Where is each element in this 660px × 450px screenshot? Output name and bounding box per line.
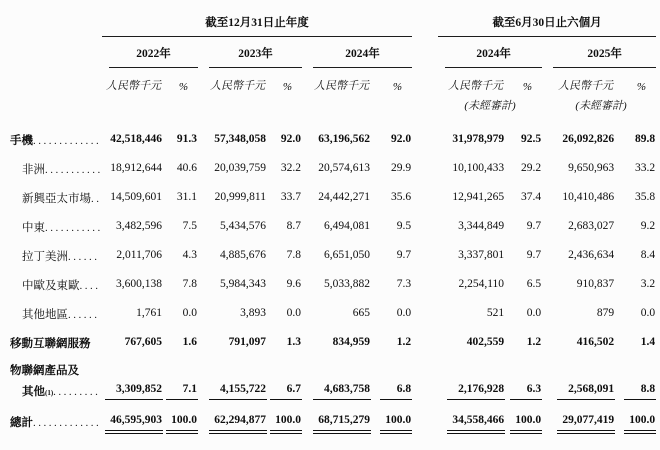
percent-cell: 7.5: [182, 220, 197, 232]
interim-period-title: 截至6月30日止六個月: [438, 12, 656, 37]
amount-cell: 3,482,596: [116, 220, 162, 232]
percent-cell: 6.7: [268, 352, 304, 400]
amount-cell: 3,893: [240, 307, 266, 319]
amount-cell: 24,442,271: [318, 191, 370, 203]
row-label: 中歐及東歐 .....: [2, 265, 100, 294]
percent-cell: 6.3: [506, 352, 544, 400]
percent-cell: 9.7: [526, 249, 542, 261]
percent-cell: 4.3: [182, 249, 197, 261]
amount-cell: 767,605: [124, 336, 162, 348]
year-header-2024: 2024年: [304, 37, 414, 68]
dot-leader: [53, 385, 100, 400]
amount-cell: 5,434,576: [220, 220, 266, 232]
unit-label: 人民幣千元: [210, 80, 265, 92]
amount-cell: 26,092,826: [562, 133, 615, 145]
percent-cell: 1.2: [526, 336, 542, 348]
amount-cell: 62,294,877: [200, 400, 268, 431]
percent-label: %: [178, 81, 188, 93]
percent-cell: 0.0: [182, 307, 197, 319]
percent-cell: 8.7: [286, 220, 301, 232]
amount-cell: 2,683,027: [568, 220, 615, 232]
amount-cell: 416,502: [576, 336, 615, 348]
percent-cell: 37.4: [520, 191, 542, 203]
percent-cell: 92.0: [390, 133, 412, 145]
unaudited-note: (未經審計): [464, 100, 516, 112]
revenue-breakdown-table: [2, 12, 658, 431]
percent-label: %: [282, 81, 292, 93]
row-label: 其他地區 .....: [2, 294, 100, 323]
percent-cell: 100.0: [616, 400, 658, 431]
label-column-spacer: [2, 68, 100, 93]
percent-cell: 32.2: [280, 162, 301, 174]
section-gap: [414, 236, 436, 265]
table-row: [2, 400, 658, 431]
table-row: [2, 149, 658, 178]
dot-leader: [68, 250, 100, 265]
section-gap: [414, 178, 436, 207]
percent-cell: 100.0: [268, 400, 304, 431]
percent-label: %: [636, 81, 647, 93]
percent-cell: 6.8: [372, 352, 414, 400]
interim-period-header: [436, 12, 658, 37]
row-label: 手機 .....: [2, 113, 100, 149]
table-body: [2, 113, 658, 431]
table-row: [2, 178, 658, 207]
amount-cell: 4,683,758: [304, 352, 372, 400]
percent-cell: 7.3: [396, 278, 412, 290]
percent-label: %: [392, 81, 403, 93]
percent-cell: 7.8: [286, 249, 301, 261]
row-label: 移動互聯網服務: [10, 338, 91, 350]
amount-cell: 20,039,759: [214, 162, 266, 174]
amount-cell: 4,155,722: [200, 352, 268, 400]
percent-cell: 3.2: [640, 278, 656, 290]
table-row: [2, 265, 658, 294]
percent-cell: 31.1: [176, 191, 197, 203]
percent-cell: 0.0: [286, 307, 301, 319]
amount-cell: 18,912,644: [110, 162, 162, 174]
annual-period-header: [100, 12, 414, 37]
percent-cell: 8.4: [640, 249, 656, 261]
unit-label: 人民幣千元: [448, 80, 504, 92]
row-label: 物聯網產品及 其他 (1) .....: [2, 352, 100, 400]
dot-leader: [45, 163, 100, 178]
percent-cell: 33.2: [634, 162, 656, 174]
amount-cell: 3,337,801: [458, 249, 505, 261]
percent-cell: 0.0: [526, 307, 542, 319]
percent-cell: 1.3: [286, 336, 301, 348]
amount-cell: 3,600,138: [116, 278, 162, 290]
amount-cell: 9,650,963: [568, 162, 615, 174]
percent-cell: 1.4: [640, 336, 656, 348]
amount-cell: 2,176,928: [436, 352, 506, 400]
amount-cell: 10,410,486: [562, 191, 615, 203]
percent-cell: 0.0: [640, 307, 656, 319]
unaudited-note-row: [2, 93, 658, 113]
dot-leader: [91, 192, 100, 207]
year-header-2025-interim: 2025年: [544, 37, 658, 68]
section-gap: [414, 68, 436, 93]
amount-cell: 20,999,811: [214, 191, 266, 203]
section-gap: [414, 113, 436, 149]
dot-leader: [68, 308, 100, 323]
amount-cell: 68,715,279: [304, 400, 372, 431]
dot-leader: [33, 416, 100, 431]
amount-cell: 2,436,634: [568, 249, 615, 261]
amount-cell: 6,494,081: [324, 220, 370, 232]
percent-cell: 9.7: [396, 249, 412, 261]
amount-cell: 879: [596, 307, 615, 319]
row-label: 中東 .....: [2, 207, 100, 236]
percent-label: %: [522, 81, 533, 93]
percent-cell: 6.5: [526, 278, 542, 290]
amount-cell: 5,984,343: [220, 278, 266, 290]
percent-cell: 9.7: [526, 220, 542, 232]
section-gap: [414, 93, 436, 113]
percent-cell: 100.0: [164, 400, 200, 431]
amount-cell: 29,077,419: [544, 400, 616, 431]
table-row: [2, 207, 658, 236]
row-label: 新興亞太市場 .....: [2, 178, 100, 207]
percent-cell: 1.2: [396, 336, 412, 348]
amount-cell: 2,011,706: [116, 249, 162, 261]
amount-cell: 20,574,613: [318, 162, 370, 174]
percent-cell: 1.6: [182, 336, 197, 348]
amount-cell: 910,837: [576, 278, 615, 290]
percent-cell: 9.5: [396, 220, 412, 232]
unit-label: 人民幣千元: [558, 80, 614, 92]
percent-cell: 9.2: [640, 220, 656, 232]
row-label: 非洲 .....: [2, 149, 100, 178]
period-header-row: [2, 12, 658, 37]
section-gap: [414, 294, 436, 323]
amount-cell: 57,348,058: [214, 133, 266, 145]
unit-header-row: [2, 68, 658, 93]
percent-cell: 33.7: [280, 191, 301, 203]
amount-cell: 6,651,050: [324, 249, 370, 261]
table-row: [2, 113, 658, 149]
amount-cell: 3,309,852: [100, 352, 164, 400]
financial-table-page: [0, 12, 660, 450]
unit-label: 人民幣千元: [106, 80, 161, 92]
amount-cell: 12,941,265: [452, 191, 505, 203]
amount-cell: 10,100,433: [452, 162, 505, 174]
percent-cell: 40.6: [176, 162, 197, 174]
unaudited-note: (未經審計): [575, 100, 627, 112]
amount-cell: 791,097: [228, 336, 266, 348]
section-gap: [414, 37, 436, 68]
amount-cell: 34,558,466: [436, 400, 506, 431]
label-column-spacer: [2, 37, 100, 68]
table-row: [2, 294, 658, 323]
year-header-2024-interim: 2024年: [436, 37, 544, 68]
amount-cell: 31,978,979: [452, 133, 505, 145]
year-header-2022: 2022年: [100, 37, 200, 68]
amount-cell: 665: [352, 307, 370, 319]
amount-cell: 1,761: [136, 307, 162, 319]
table-row: [2, 323, 658, 352]
amount-cell: 521: [486, 307, 505, 319]
percent-cell: 29.9: [390, 162, 412, 174]
amount-cell: 63,196,562: [318, 133, 370, 145]
amount-cell: 402,559: [466, 336, 505, 348]
percent-cell: 9.6: [286, 278, 301, 290]
percent-cell: 7.1: [164, 352, 200, 400]
section-gap: [414, 12, 436, 37]
percent-cell: 89.8: [634, 133, 656, 145]
percent-cell: 29.2: [520, 162, 542, 174]
section-gap: [414, 352, 436, 400]
percent-cell: 92.5: [520, 133, 542, 145]
annual-period-title: 截至12月31日止年度: [102, 12, 412, 37]
amount-cell: 46,595,903: [100, 400, 164, 431]
amount-cell: 5,033,882: [324, 278, 370, 290]
amount-cell: 2,254,110: [458, 278, 505, 290]
amount-cell: 14,509,601: [110, 191, 162, 203]
section-gap: [414, 323, 436, 352]
percent-cell: 92.0: [280, 133, 301, 145]
amount-cell: 4,885,676: [220, 249, 266, 261]
dot-leader: [45, 221, 100, 236]
label-column-spacer: [2, 93, 100, 113]
dot-leader: [80, 279, 101, 294]
percent-cell: 35.8: [634, 191, 656, 203]
percent-cell: 8.8: [616, 352, 658, 400]
unit-label: 人民幣千元: [314, 80, 369, 92]
annual-note-spacer: [100, 93, 414, 113]
percent-cell: 35.6: [390, 191, 412, 203]
table-row: [2, 236, 658, 265]
section-gap: [414, 149, 436, 178]
percent-cell: 7.8: [182, 278, 197, 290]
section-gap: [414, 207, 436, 236]
percent-cell: 100.0: [372, 400, 414, 431]
year-header-row: [2, 37, 658, 68]
amount-cell: 834,959: [332, 336, 370, 348]
label-column-spacer: [2, 12, 100, 37]
amount-cell: 42,518,446: [110, 133, 162, 145]
percent-cell: 0.0: [396, 307, 412, 319]
dot-leader: [33, 134, 100, 149]
row-label: 拉丁美洲 .....: [2, 236, 100, 265]
percent-cell: 100.0: [506, 400, 544, 431]
amount-cell: 2,568,091: [544, 352, 616, 400]
year-header-2023: 2023年: [200, 37, 304, 68]
percent-cell: 91.3: [176, 133, 197, 145]
section-gap: [414, 400, 436, 431]
section-gap: [414, 265, 436, 294]
table-row: [2, 352, 658, 400]
amount-cell: 3,344,849: [458, 220, 505, 232]
row-label: 總計 .....: [2, 400, 100, 431]
